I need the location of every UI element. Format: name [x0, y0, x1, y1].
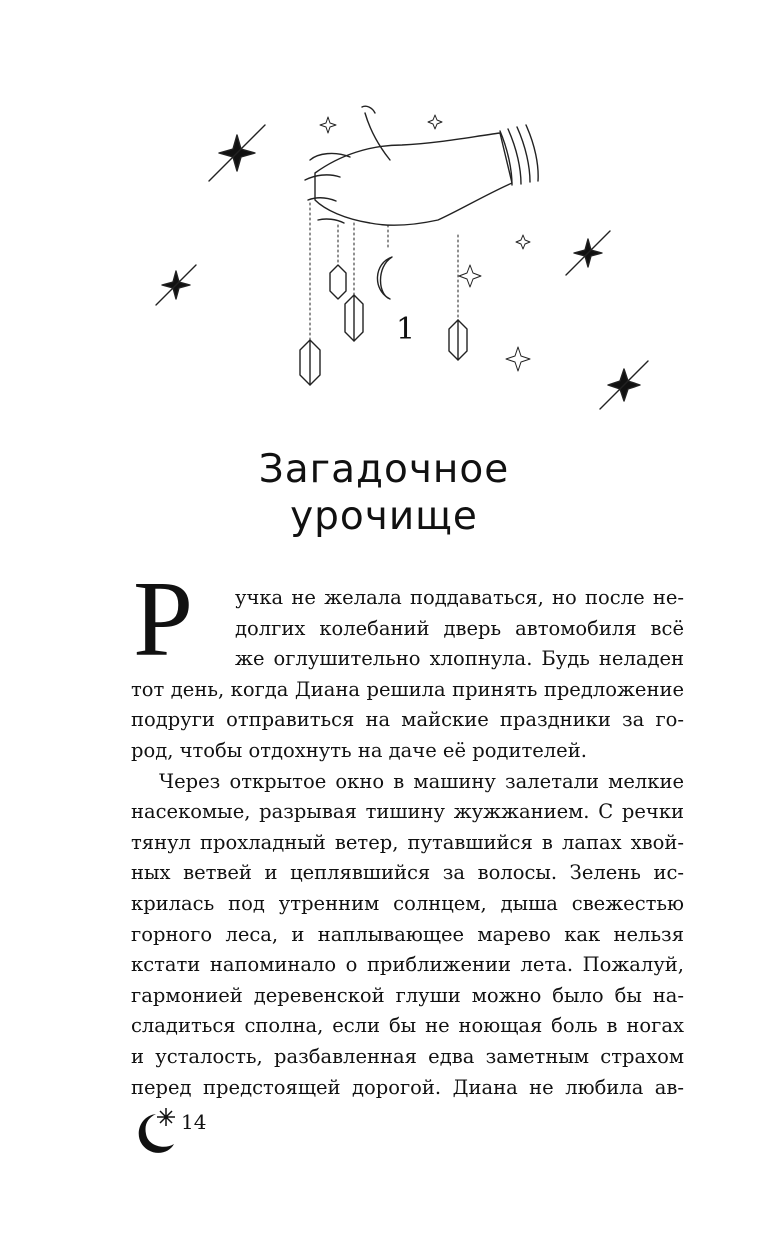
crescent-moon-star-icon: [128, 1106, 180, 1156]
text-line: долгих колебаний дверь автомобиля всё: [235, 616, 684, 640]
text-line: гармонией деревенской глуши можно было бы на-: [131, 983, 684, 1007]
chapter-title-line-2: урочище: [290, 494, 478, 539]
page-footer: [128, 1106, 248, 1156]
text-line: подруги отправиться на майские праздники за го-: [131, 708, 684, 732]
text-line: род, чтобы отдохнуть на даче её родителей.: [131, 738, 587, 762]
paragraph-2: [131, 767, 684, 1104]
text-line: крилась под утренним солнцем, дыша свежестью: [131, 891, 684, 915]
page-number: 14: [181, 1110, 207, 1134]
text-line: сладиться сполна, если бы не ноющая боль в ногах: [131, 1014, 684, 1038]
text-line: тянул прохладный ветер, путавшийся в лапах хвой-: [131, 830, 684, 854]
crescent-moon-icon: [377, 257, 392, 299]
text-line: горного леса, и наплывающее марево как нельзя: [131, 922, 684, 946]
drop-cap: Р: [133, 560, 194, 679]
sparkle-icon: [600, 361, 648, 409]
text-line: насекомые, разрывая тишину жужжанием. С речки: [131, 800, 684, 824]
chapter-illustration-hand-crystals: [140, 85, 660, 420]
chapter-title-line-1: Загадочное: [258, 447, 510, 492]
text-line: ных ветвей и цеплявшийся за волосы. Зелень ис-: [131, 861, 684, 885]
sparkle-icon: [209, 125, 265, 181]
crystal-icon: [449, 320, 467, 360]
paragraph-1: [131, 583, 684, 767]
sparkle-icon: [156, 265, 196, 305]
crystal-icon: [345, 295, 363, 341]
chapter-title: [0, 446, 768, 540]
crystal-icon: [330, 265, 346, 299]
body-text: [131, 583, 684, 1103]
text-line: и усталость, разбавленная едва заметным страхом: [131, 1044, 684, 1068]
hand-with-crystals-icon: [140, 85, 660, 420]
text-line: кстати напоминало о приближении лета. Пожалуй,: [131, 953, 684, 977]
text-line: же оглушительно хлопнула. Будь неладен: [235, 647, 684, 671]
text-line: Через открытое окно в машину залетали мелкие: [159, 769, 684, 793]
text-line: перед предстоящей дорогой. Диана не любила ав-: [131, 1075, 684, 1099]
sparkle-icon: [566, 231, 610, 275]
crystal-icon: [300, 340, 320, 385]
text-line: учка не желала поддаваться, но после не-: [235, 586, 684, 609]
chapter-number: 1: [396, 312, 416, 347]
text-line: тот день, когда Диана решила принять предложение: [131, 677, 684, 701]
